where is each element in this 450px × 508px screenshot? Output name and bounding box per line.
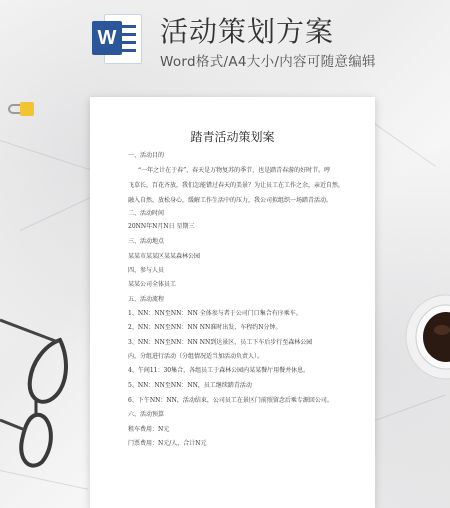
coffee-cup-icon [402,292,450,382]
doc-line: 某某市某某区某某森林公园 [128,253,201,260]
marble-vein [370,120,436,167]
document-page [90,97,375,508]
word-app-icon [92,12,144,66]
doc-line: 三、活动地点 [128,238,165,245]
eyeglasses-icon [0,300,70,470]
doc-line: 租车费用：N元 [128,426,170,433]
doc-line: 融入自然，放松身心，缓解工作生活中的压力，我公司拟组织一场踏青活动。 [128,197,333,204]
doc-line: 四、参与人员 [128,267,165,274]
header [0,0,450,78]
doc-line: 20NN年N月N日 星期三 [128,223,195,230]
doc-line: 六、活动预算 [128,411,165,418]
binder-clip-icon [8,98,38,120]
word-icon-letter: W [92,21,122,55]
doc-line: 门票费用：N元/人，合计N元 [128,440,207,447]
doc-line: 一、活动目的 [128,152,165,159]
doc-line: 5、NN：NN至NN：NN，员工继续踏青活动 [128,382,252,389]
doc-line: 3、NN：NN至NN：NN NN到达景区，员工下车后步行至森林公园 [128,339,313,346]
marble-vein [375,394,446,421]
doc-line: 飞草长，百花齐放，我们怎能错过春天的美景？为让员工在工作之余，亲近自然， [128,182,345,189]
page-subtitle: Word格式/A4大小/内容可随意编辑 [160,54,376,70]
doc-line: 4、午间11：30集合，各组员工于森林公园内某某餐厅用餐并休息。 [128,367,310,374]
doc-line: 6、下午NN：NN，活动结束，公司员工在景区门前照留念后乘专源回公司。 [128,397,333,404]
doc-line: 五、活动流程 [128,296,165,303]
doc-line: “一年之计在于春”，春天是万物复苏的季节，也是踏青春游的好时节。哼 [138,167,331,174]
doc-line: 2、NN：NN至NN：NN NN准时出发，车程约N分钟。 [128,324,282,331]
marble-vein [0,470,88,490]
doc-line: 内，分组进行活动（分组情况适当加活动负责人）。 [128,353,264,360]
page-title: 活动策划方案 [160,15,335,48]
marble-vein [20,196,93,231]
doc-line: 某某公司全体员工 [128,281,177,288]
doc-line: 二、活动时间 [128,210,165,217]
doc-line: 1、NN：NN至NN：NN 全体参与者于公司门口集合有序乘车。 [128,310,302,317]
document-title: 踏青活动策划案 [190,130,275,144]
